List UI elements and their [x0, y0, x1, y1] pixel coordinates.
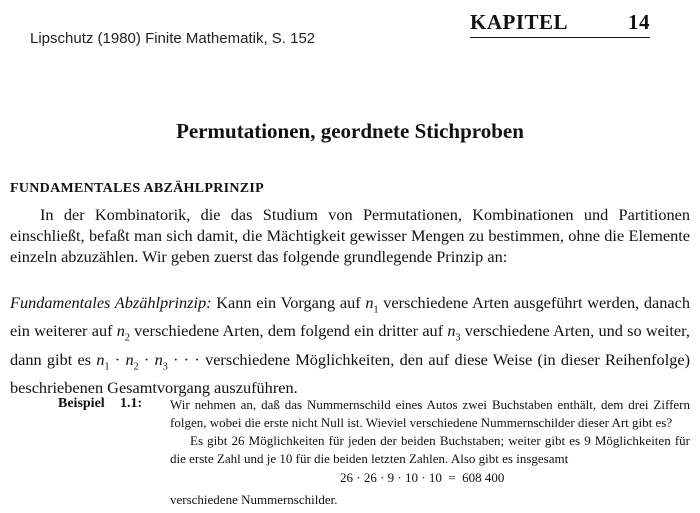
intro-paragraph	[10, 204, 690, 267]
principle-part3: verschiedene Arten, dem folgend ein dritter auf	[129, 321, 448, 341]
principle-part1: Kann ein Vorgang auf	[211, 293, 366, 312]
chapter-number: 14	[628, 10, 650, 34]
var-n1: $n_1$	[365, 293, 379, 316]
principle-part4: verschiedene Arten, und so weiter, dann gibt es	[10, 321, 690, 369]
example-body	[170, 396, 690, 468]
principle-part5: verschiedene Möglichkeiten, den auf diese Weise (in dieser Reihenfolge) beschriebenen Gesamtvorgang auszuführen.	[10, 349, 691, 397]
chapter-header	[470, 10, 650, 38]
dot-1: ·	[109, 349, 126, 369]
principle-term: Fundamentales Abzählprinzip:	[10, 293, 212, 312]
example-formula: 26 · 26 · 9 · 10 · 10 = 608 400	[340, 470, 505, 485]
example-conclusion: verschiedene Nummernschilder.	[170, 492, 338, 507]
product-n2: $n_2$	[125, 349, 139, 372]
example-number: 1.1:	[120, 396, 143, 411]
var-n2: $n_2$	[116, 321, 130, 344]
intro-text: In der Kombinatorik, die das Studium von Permutationen, Kombinationen und Partitionen einschließt, befaßt man sich damit, die Mächtigkeit gewisser Mengen zu bestimmen, ohne die Elemente einzeln abzuzählen. Wir geben zuerst das folgende grundlegende Prinzip an:	[10, 205, 690, 266]
ellipsis: · · ·	[167, 349, 200, 369]
product-n1: $n_1$	[96, 349, 110, 372]
principle-paragraph	[10, 292, 690, 398]
principle-part2: verschiedene Arten ausgeführt werden, danach ein weiterer auf	[10, 293, 690, 341]
example-label: Beispiel	[58, 396, 105, 411]
dot-2: ·	[138, 349, 155, 369]
chapter-label: KAPITEL	[470, 10, 569, 34]
section-heading: FUNDAMENTALES ABZÄHLPRINZIP	[10, 181, 265, 196]
example-answer: Es gibt 26 Möglichkeiten für jeden der beiden Buchstaben; weiter gibt es 9 Möglichkeiten für die erste Zahl und je 10 für die beiden letzten Zahlen. Also gibt es insgesamt	[170, 433, 690, 466]
chapter-title: Permutationen, geordnete Stichproben	[176, 119, 524, 143]
example-question: Wir nehmen an, daß das Nummernschild eines Autos zwei Buchstaben enthält, dem drei Ziffern folgen, wobei die erste nicht Null ist. Wieviel verschiedene Nummernschilder dieser Art gibt es?	[170, 397, 690, 430]
product-n3: $n_3$	[154, 349, 168, 372]
var-n3: $n_3$	[447, 321, 461, 344]
source-caption: Lipschutz (1980) Finite Mathematik, S. 152	[30, 30, 316, 47]
